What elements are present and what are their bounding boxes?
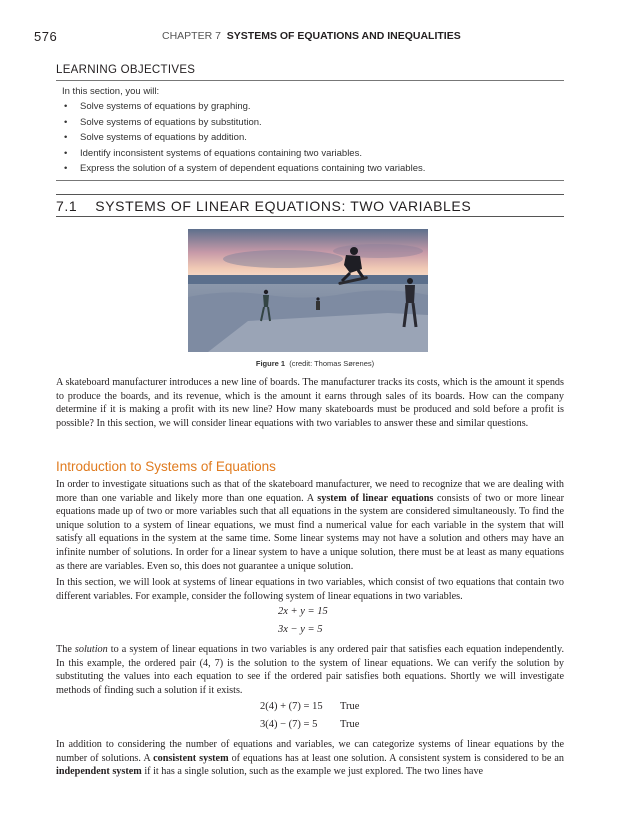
- body-paragraph: In this section, we will look at systems of linear equations in two variables, which consist of two equations that contain two different variables. For example, consider the following system of linear equations in two variables.: [56, 577, 564, 602]
- body-paragraph: [56, 478, 564, 573]
- page-number: 576: [34, 29, 58, 44]
- paragraph-text: consists of two or more linear equations made up of two or more variables such that all equations in the system are considered simultaneously. To find the unique solution to a system of linear equations, we must find a numerical value for each variable in the system that will satisfy all equations in the system at the same time. Some linear systems may not have a solution and others may have an infinite number of solutions. In order for a linear system to have a unique solution, there must be at least as many equations as there are variables. Even so, this does not guarantee a unique solution.: [56, 492, 564, 572]
- list-item: • Express the solution of a system of dependent equations containing two variables.: [62, 161, 425, 177]
- term-bold: system of linear equations: [317, 492, 434, 504]
- learning-objectives-list: [62, 99, 425, 177]
- chapter-title: SYSTEMS OF EQUATIONS AND INEQUALITIES: [226, 30, 461, 42]
- paragraph-text: to a system of linear equations in two variables is any ordered pair that satisfies each equation independently. In this example, the ordered pair (4, 7) is the solution to the system of linear equations. We can verify the solution by substituting the values into each equation to see if the ordered pair satisfies both equations. Shortly we will investigate methods of finding such a solution if it exists.: [56, 644, 564, 696]
- figure-label: Figure 1: [255, 359, 286, 368]
- divider: [56, 80, 564, 81]
- learning-objectives-title: LEARNING OBJECTIVES: [56, 64, 196, 76]
- check-equation-1: 2(4) + (7) = 15: [260, 701, 323, 712]
- paragraph-text: The: [56, 644, 75, 655]
- list-item: • Solve systems of equations by addition.: [62, 130, 425, 146]
- paragraph-text: In addition to considering the number of equations and variables, we can categorize systems of linear equations by the number of solutions. A: [56, 739, 564, 764]
- list-item: • Solve systems of equations by substitution.: [62, 115, 425, 131]
- divider: [56, 180, 564, 181]
- body-paragraph: [56, 643, 564, 697]
- term-italic: solution: [74, 644, 108, 655]
- divider: [56, 194, 564, 195]
- section-number: 7.1: [56, 198, 78, 214]
- equation-2: 3x − y = 5: [278, 624, 323, 635]
- learning-objectives-intro: In this section, you will:: [62, 86, 160, 97]
- term-bold: consistent system: [153, 752, 229, 764]
- equation-1: 2x + y = 15: [278, 606, 328, 617]
- term-bold: independent system: [56, 766, 142, 778]
- section-title: SYSTEMS OF LINEAR EQUATIONS: TWO VARIABLES: [95, 198, 472, 214]
- photo-illustration: [188, 229, 428, 352]
- chapter-label: CHAPTER 7: [162, 30, 221, 42]
- true-label: True: [340, 701, 360, 712]
- figure-credit: (credit: Thomas Sørenes): [289, 359, 375, 368]
- body-paragraph: [56, 738, 564, 779]
- figure-caption: [0, 359, 630, 368]
- intro-paragraph: A skateboard manufacturer introduces a new line of boards. The manufacturer tracks its costs, which is the amount it spends to produce the boards, and its revenue, which is the amount it earns through sales of its boards. How can the company determine if it is making a profit with its new line? How many skateboards must be produced and sold before a profit is possible? In this section, we will consider linear equations with two variables to answer these and similar questions.: [56, 377, 564, 429]
- true-label: True: [340, 719, 360, 730]
- section-heading: [56, 198, 471, 214]
- skateboarder-photo: [188, 229, 428, 352]
- check-equation-2: 3(4) − (7) = 5: [260, 719, 318, 730]
- divider: [56, 216, 564, 217]
- paragraph-text: of equations has at least one solution. A consistent system is considered to be an: [228, 752, 564, 764]
- subsection-heading: Introduction to Systems of Equations: [56, 459, 276, 474]
- paragraph-text: if it has a single solution, such as the example we just explored. The two lines have: [141, 766, 484, 778]
- chapter-header: [162, 30, 461, 42]
- list-item: • Solve systems of equations by graphing.: [62, 99, 425, 115]
- paragraph-text: In order to investigate situations such as that of the skateboard manufacturer, we need to recognize that we are dealing with more than one variable and likely more than one equation. A: [56, 479, 564, 504]
- list-item: • Identify inconsistent systems of equations containing two variables.: [62, 146, 425, 162]
